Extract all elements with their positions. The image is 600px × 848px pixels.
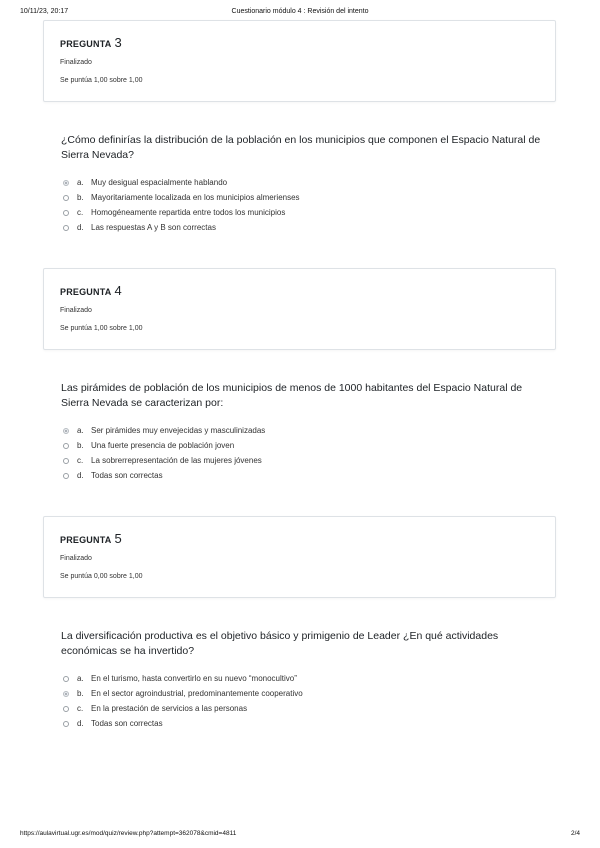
question-info-4 bbox=[43, 268, 556, 350]
question-state: Finalizado bbox=[60, 555, 92, 562]
answer-option[interactable]: a. Muy desigual espacialmente hablando bbox=[63, 175, 300, 190]
radio-selected-icon[interactable] bbox=[63, 180, 69, 186]
radio-icon[interactable] bbox=[63, 210, 69, 216]
answer-option[interactable]: d. Todas son correctas bbox=[63, 468, 265, 483]
answer-option[interactable]: a. En el turismo, hasta convertirlo en su nuevo “monocultivo” bbox=[63, 671, 303, 686]
answer-list-5 bbox=[63, 671, 303, 731]
question-grade: Se puntúa 1,00 sobre 1,00 bbox=[60, 325, 143, 332]
radio-selected-icon[interactable] bbox=[63, 691, 69, 697]
radio-icon[interactable] bbox=[63, 195, 69, 201]
question-number: 5 bbox=[114, 531, 122, 546]
question-state: Finalizado bbox=[60, 307, 92, 314]
radio-icon[interactable] bbox=[63, 225, 69, 231]
question-grade: Se puntúa 0,00 sobre 1,00 bbox=[60, 573, 143, 580]
answer-option[interactable]: b. Mayoritariamente localizada en los municipios almerienses bbox=[63, 190, 300, 205]
answer-option[interactable]: b. Una fuerte presencia de población joven bbox=[63, 438, 265, 453]
answer-option[interactable]: b. En el sector agroindustrial, predominantemente cooperativo bbox=[63, 686, 303, 701]
answer-list-3 bbox=[63, 175, 300, 235]
print-datetime: 10/11/23, 20:17 bbox=[20, 8, 69, 15]
question-info-5 bbox=[43, 516, 556, 598]
question-label: PREGUNTA 4 bbox=[60, 283, 122, 298]
answer-option[interactable]: c. Homogéneamente repartida entre todos los municipios bbox=[63, 205, 300, 220]
question-grade: Se puntúa 1,00 sobre 1,00 bbox=[60, 77, 143, 84]
answer-list-4 bbox=[63, 423, 265, 483]
question-number: 4 bbox=[114, 283, 122, 298]
print-page-number: 2/4 bbox=[570, 830, 580, 837]
question-number: 3 bbox=[114, 35, 122, 50]
question-text-3: ¿Cómo definirías la distribución de la población en los municipios que componen el Espacio Natural de Sierra Nevada? bbox=[61, 134, 541, 161]
radio-icon[interactable] bbox=[63, 443, 69, 449]
radio-icon[interactable] bbox=[63, 721, 69, 727]
print-title: Cuestionario módulo 4 : Revisión del intento bbox=[231, 8, 369, 15]
answer-option[interactable]: c. En la prestación de servicios a las personas bbox=[63, 701, 303, 716]
answer-option[interactable]: c. La sobrerrepresentación de las mujeres jóvenes bbox=[63, 453, 265, 468]
radio-icon[interactable] bbox=[63, 458, 69, 464]
question-label: PREGUNTA 5 bbox=[60, 531, 122, 546]
answer-option[interactable]: d. Todas son correctas bbox=[63, 716, 303, 731]
print-url[interactable]: https://aulavirtual.ugr.es/mod/quiz/review.php?attempt=362078&cmid=4811 bbox=[20, 830, 237, 837]
answer-option[interactable]: d. Las respuestas A y B son correctas bbox=[63, 220, 300, 235]
radio-icon[interactable] bbox=[63, 706, 69, 712]
question-label: PREGUNTA 3 bbox=[60, 35, 122, 50]
question-info-3 bbox=[43, 20, 556, 102]
question-state: Finalizado bbox=[60, 59, 92, 66]
radio-icon[interactable] bbox=[63, 473, 69, 479]
answer-option[interactable]: a. Ser pirámides muy envejecidas y masculinizadas bbox=[63, 423, 265, 438]
question-text-5: La diversificación productiva es el objetivo básico y primigenio de Leader ¿En qué actividades económicas se ha invertido? bbox=[61, 630, 499, 657]
question-text-4: Las pirámides de población de los municipios de menos de 1000 habitantes del Espacio Natural de Sierra Nevada se caracterizan por: bbox=[61, 382, 523, 409]
radio-selected-icon[interactable] bbox=[63, 428, 69, 434]
radio-icon[interactable] bbox=[63, 676, 69, 682]
